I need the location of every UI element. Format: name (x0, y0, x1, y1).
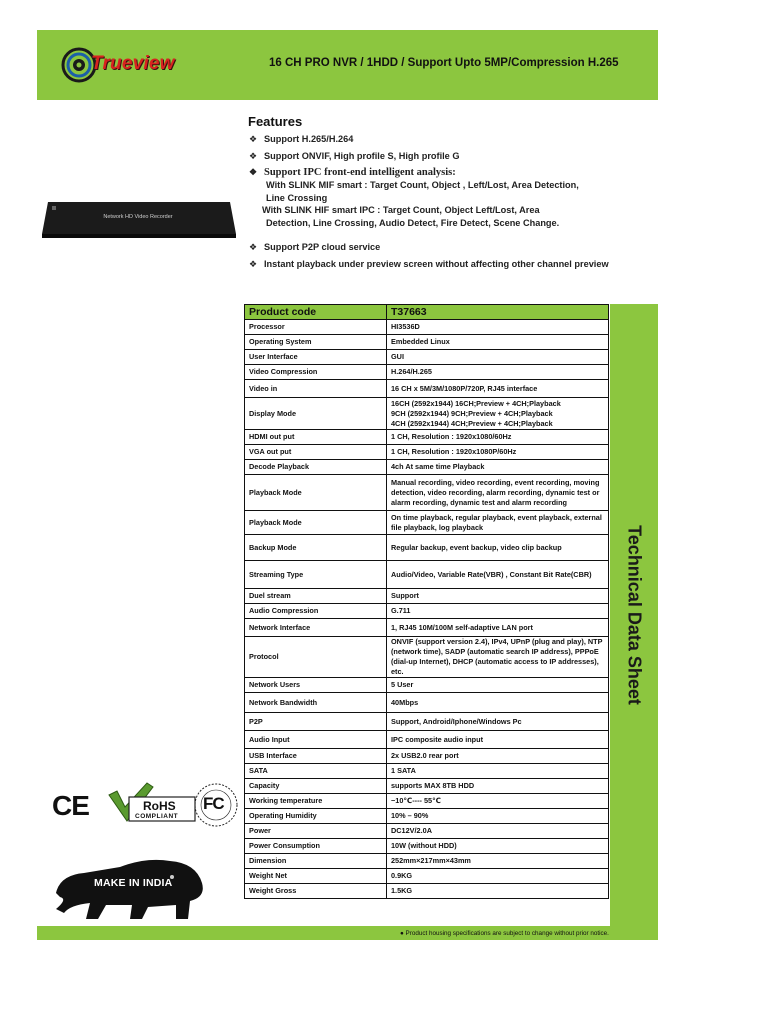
spec-value-cell: 1, RJ45 10M/100M self-adaptive LAN port (387, 619, 609, 637)
spec-value-cell: Support, Android/Iphone/Windows Pc (387, 713, 609, 731)
table-row (245, 794, 609, 809)
spec-value-cell: 252mm×217mm×43mm (387, 854, 609, 869)
nvr-device-image (38, 190, 240, 244)
sidebar-label: Technical Data Sheet (624, 525, 645, 705)
spec-label-cell: Operating System (245, 335, 387, 350)
spec-value-cell: G.711 (387, 604, 609, 619)
table-row (245, 678, 609, 693)
feature-subline: Line Crossing (266, 192, 328, 203)
rohs-label: RoHS (143, 799, 176, 813)
table-row (245, 824, 609, 839)
spec-value-cell: Regular backup, event backup, video clip backup (387, 535, 609, 561)
spec-value-cell: GUI (387, 350, 609, 365)
table-row (245, 365, 609, 380)
spec-value-cell: 1.5KG (387, 884, 609, 899)
spec-label-cell: Protocol (245, 637, 387, 678)
spec-value-cell: 16 CH x 5M/3M/1080P/720P, RJ45 interface (387, 380, 609, 398)
spec-label-cell: Video Compression (245, 365, 387, 380)
make-in-india-label: MAKE IN INDIA (94, 877, 173, 889)
spec-label-cell: Audio Input (245, 731, 387, 749)
table-row (245, 460, 609, 475)
spec-label-cell: Streaming Type (245, 561, 387, 589)
table-row (245, 637, 609, 678)
footer-note: ● Product housing specifications are subject to change without prior notice. (400, 930, 609, 937)
spec-value-cell: Support (387, 589, 609, 604)
spec-label-cell: Display Mode (245, 398, 387, 430)
fcc-label: FC (203, 794, 224, 813)
features-heading: Features (248, 114, 303, 129)
spec-label-cell: Playback Mode (245, 511, 387, 535)
spec-label-cell: HDMI out put (245, 430, 387, 445)
spec-label-cell: Backup Mode (245, 535, 387, 561)
table-row (245, 320, 609, 335)
table-row (245, 869, 609, 884)
table-header-cell: Product code (245, 305, 387, 320)
table-row (245, 619, 609, 637)
spec-label-cell: Decode Playback (245, 460, 387, 475)
table-row (245, 398, 609, 430)
table-row (245, 809, 609, 824)
table-header-row (245, 305, 609, 320)
spec-value-cell: DC12V/2.0A (387, 824, 609, 839)
spec-value-cell: supports MAX 8TB HDD (387, 779, 609, 794)
ce-mark (52, 790, 89, 822)
spec-value-cell: 0.9KG (387, 869, 609, 884)
spec-label-cell: VGA out put (245, 445, 387, 460)
spec-value-cell: HI3536D (387, 320, 609, 335)
feature-subline: With SLINK MIF smart : Target Count, Object , Left/Lost, Area Detection, (266, 180, 579, 190)
spec-value-cell: On time playback, regular playback, event playback, external file playback, log playback (387, 511, 609, 535)
spec-label-cell: Power (245, 824, 387, 839)
table-row (245, 350, 609, 365)
spec-label-cell: P2P (245, 713, 387, 731)
table-row (245, 764, 609, 779)
spec-value-cell: H.264/H.265 (387, 365, 609, 380)
spec-table (244, 304, 609, 899)
table-row (245, 511, 609, 535)
table-row (245, 779, 609, 794)
spec-label-cell: Capacity (245, 779, 387, 794)
ce-label: CE (52, 790, 89, 821)
table-row (245, 854, 609, 869)
spec-label-cell: Network Users (245, 678, 387, 693)
spec-label-cell: Operating Humidity (245, 809, 387, 824)
spec-value-cell: 40Mbps (387, 693, 609, 713)
diamond-bullet-icon: ❖ (249, 167, 258, 177)
feature-subline: With SLINK HIF smart IPC : Target Count, Object Left/Lost, Area (262, 205, 540, 215)
spec-label-cell: Playback Mode (245, 475, 387, 511)
spec-value-cell: 2x USB2.0 rear port (387, 749, 609, 764)
table-row (245, 693, 609, 713)
table-row (245, 749, 609, 764)
spec-value-cell: Embedded Linux (387, 335, 609, 350)
spec-label-cell: Network Interface (245, 619, 387, 637)
table-row (245, 604, 609, 619)
spec-value-cell: 10W (without HDD) (387, 839, 609, 854)
spec-label-cell: User Interface (245, 350, 387, 365)
feature-subline: Detection, Line Crossing, Audio Detect, Fire Detect, Scene Change. (266, 217, 560, 228)
table-header-cell: T37663 (387, 305, 609, 320)
table-row (245, 445, 609, 460)
page-title: 16 CH PRO NVR / 1HDD / Support Upto 5MP/Compression H.265 (269, 57, 619, 69)
spec-value-cell: IPC composite audio input (387, 731, 609, 749)
feature-item: ❖ Support H.265/H.264 (249, 134, 354, 144)
spec-label-cell: Weight Gross (245, 884, 387, 899)
spec-value-cell: Manual recording, video recording, event recording, moving detection, video recording, alarm recording, dynamic test or alarm recording, dynamic test and alarm recording (387, 475, 609, 511)
spec-label-cell: Network Bandwidth (245, 693, 387, 713)
table-row (245, 335, 609, 350)
spec-value-cell: 4ch At same time Playback (387, 460, 609, 475)
table-row (245, 839, 609, 854)
feature-item: ❖ Support ONVIF, High profile S, High profile G (249, 151, 460, 161)
spec-label-cell: USB Interface (245, 749, 387, 764)
table-row (245, 713, 609, 731)
spec-label-cell: SATA (245, 764, 387, 779)
spec-value-cell: 1 CH, Resolution : 1920x1080/60Hz (387, 430, 609, 445)
spec-value-cell: 5 User (387, 678, 609, 693)
spec-label-cell: Power Consumption (245, 839, 387, 854)
table-row (245, 430, 609, 445)
device-label: Network HD Video Recorder (103, 214, 173, 220)
table-row (245, 561, 609, 589)
spec-label-cell: Video in (245, 380, 387, 398)
spec-value-cell: Audio/Video, Variable Rate(VBR) , Constant Bit Rate(CBR) (387, 561, 609, 589)
spec-label-cell: Processor (245, 320, 387, 335)
spec-value-cell: 1 SATA (387, 764, 609, 779)
spec-label-cell: Duel stream (245, 589, 387, 604)
diamond-bullet-icon: ❖ (249, 242, 258, 252)
technical-data-sheet-sidebar (610, 304, 658, 926)
spec-label-cell: Working temperature (245, 794, 387, 809)
feature-item: ❖ Instant playback under preview screen without affecting other channel preview (249, 259, 609, 269)
feature-item: ❖ Support P2P cloud service (249, 242, 381, 252)
spec-label-cell: Weight Net (245, 869, 387, 884)
table-row (245, 535, 609, 561)
make-in-india-logo (50, 853, 210, 923)
spec-value-cell: 10% – 90% (387, 809, 609, 824)
rohs-sublabel: COMPLIANT (135, 813, 179, 820)
spec-value-cell: −10℃---- 55℃ (387, 794, 609, 809)
brand-name: Trueview (91, 53, 175, 74)
spec-value-cell: 1 CH, Resolution : 1920x1080P/60Hz (387, 445, 609, 460)
rohs-badge (107, 781, 197, 825)
spec-label-cell: Audio Compression (245, 604, 387, 619)
diamond-bullet-icon: ❖ (249, 134, 258, 144)
fcc-mark (193, 782, 239, 828)
features-section (248, 114, 668, 271)
spec-value-cell: ONVIF (support version 2.4), IPv4, UPnP (plug and play), NTP (network time), SADP (automatic search IP address), PPPoE (dial-up Internet), DHCP (automatic access to IP addresses), etc. (387, 637, 609, 678)
spec-label-cell: Dimension (245, 854, 387, 869)
diamond-bullet-icon: ❖ (249, 151, 258, 161)
header-bar (37, 30, 658, 100)
trueview-logo (61, 43, 211, 87)
feature-item: ❖ Support IPC front-end intelligent analysis: (249, 167, 456, 178)
table-row (245, 884, 609, 899)
table-row (245, 731, 609, 749)
table-row (245, 475, 609, 511)
spec-value-cell: 16CH (2592x1944) 16CH;Preview + 4CH;Playback 9CH (2592x1944) 9CH;Preview + 4CH;Playback 4CH (2592x1944) 4CH;Preview + 4CH;Playback (387, 398, 609, 430)
table-row (245, 380, 609, 398)
table-row (245, 589, 609, 604)
diamond-bullet-icon: ❖ (249, 259, 258, 269)
